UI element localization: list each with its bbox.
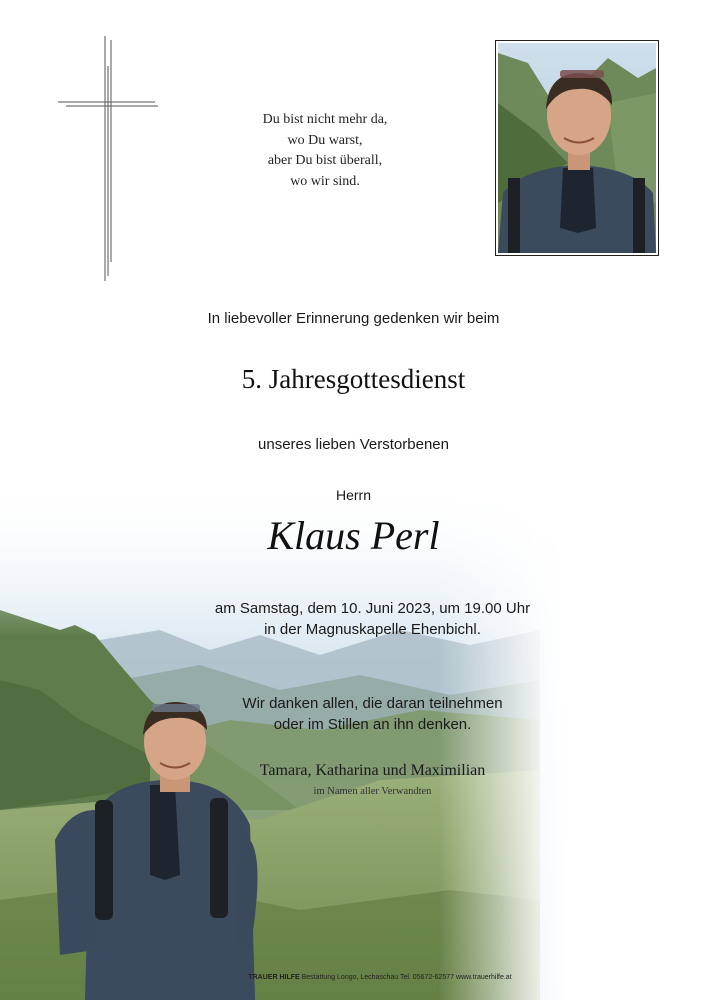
poem-line: wo Du warst,	[287, 132, 363, 148]
footer-details: Bestattung Longo, Lechaschau Tel. 05672-62577 www.trauerhilfe.at	[301, 974, 512, 981]
signers: Tamara, Katharina und Maximilian	[259, 762, 486, 779]
relatives-note: im Namen aller Verwandten	[313, 786, 432, 797]
service-date: am Samstag, dem 10. Juni 2023, um 19.00 Uhr	[214, 600, 531, 617]
deceased-intro: unseres lieben Verstorbenen	[258, 436, 449, 453]
poem-line: wo wir sind.	[290, 173, 360, 189]
service-details	[200, 598, 545, 640]
thanks-line: oder im Stillen an ihn denken.	[273, 716, 472, 733]
deceased-name: Klaus Perl	[267, 513, 440, 558]
footer	[230, 974, 530, 981]
cross-icon	[58, 36, 158, 281]
footer-brand: TRAUER HILFE	[248, 974, 300, 981]
intro-text: In liebevoller Erinnerung gedenken wir beim	[207, 310, 500, 327]
poem-line: Du bist nicht mehr da,	[262, 112, 388, 127]
portrait-image	[498, 43, 656, 253]
poem-line: aber Du bist überall,	[267, 153, 383, 168]
thanks-line: Wir danken allen, die daran teilnehmen	[242, 695, 503, 712]
poem	[210, 110, 440, 192]
service-title: 5. Jahresgottesdienst	[241, 364, 466, 394]
thanks-text	[200, 693, 545, 735]
service-location: in der Magnuskapelle Ehenbichl.	[264, 621, 481, 638]
portrait-photo	[495, 40, 659, 256]
salutation: Herrn	[335, 487, 371, 503]
